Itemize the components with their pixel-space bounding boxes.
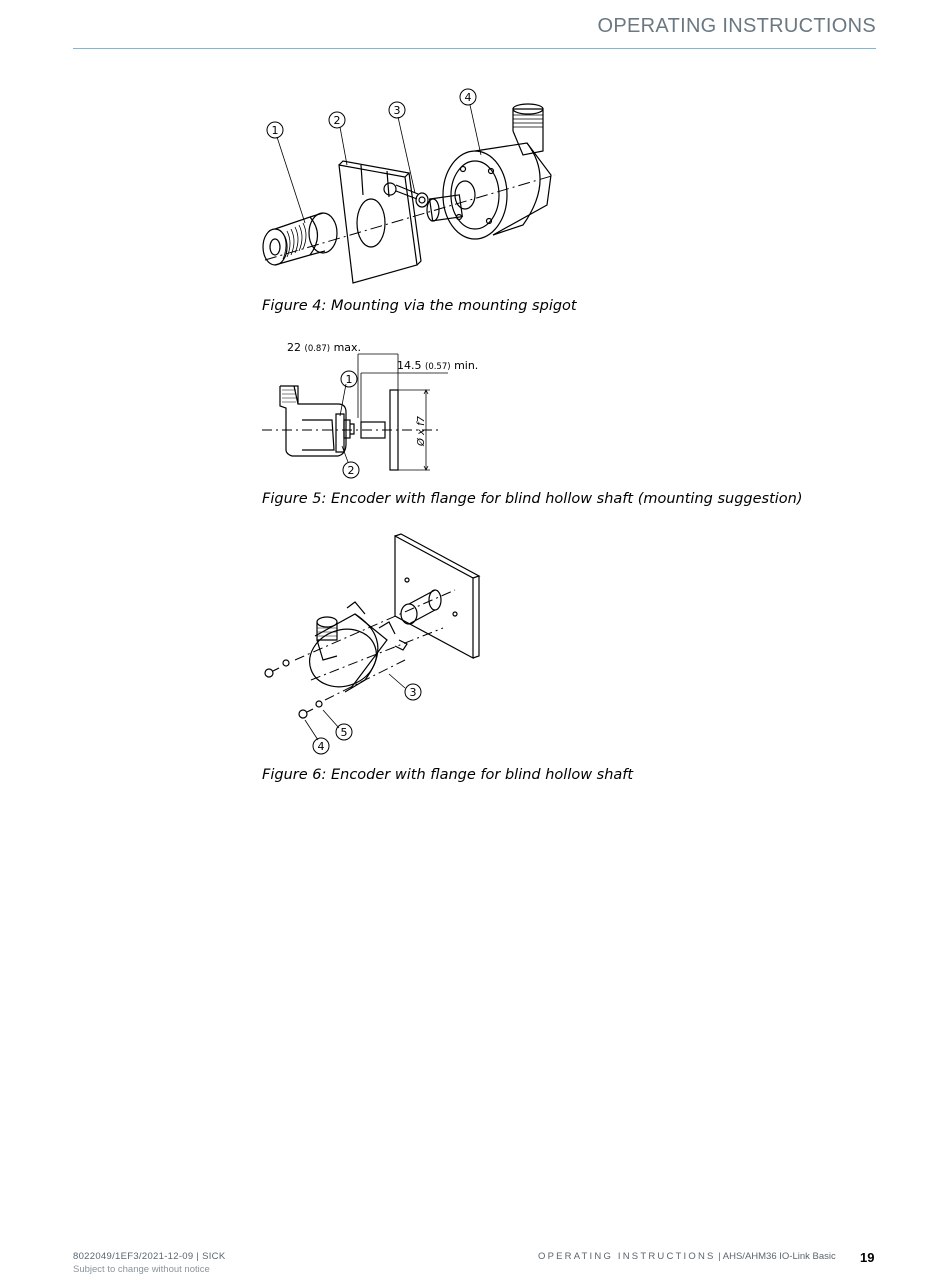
callout-3: 3 (409, 686, 417, 699)
figure-4-caption: Figure 4: Mounting via the mounting spigot (262, 298, 577, 314)
dimension-14-5-min: 14.5 (0.57) min. (397, 359, 479, 372)
figure-5-illustration (258, 338, 488, 488)
callout-1: 1 (271, 124, 279, 137)
footer-doc-type: OPERATING INSTRUCTIONS (538, 1251, 716, 1262)
callout-3: 3 (393, 104, 401, 117)
figure-4-illustration (255, 85, 565, 295)
footer-product: | AHS/AHM36 IO-Link Basic (715, 1251, 836, 1262)
footer-document-title (538, 1251, 836, 1262)
footer-document-id: 8022049/1EF3/2021-12-09 | SICK (73, 1251, 226, 1262)
callout-4: 4 (317, 740, 325, 753)
callout-2: 2 (347, 464, 355, 477)
header-divider (73, 48, 876, 49)
callout-5: 5 (340, 726, 348, 739)
figure-6-caption: Figure 6: Encoder with flange for blind hollow shaft (262, 767, 634, 783)
figure-6-illustration (255, 530, 485, 760)
figure-5-caption: Figure 5: Encoder with flange for blind hollow shaft (mounting suggestion) (262, 491, 803, 507)
page-header-title: OPERATING INSTRUCTIONS (597, 15, 876, 37)
callout-1: 1 (345, 373, 353, 386)
footer-notice: Subject to change without notice (73, 1264, 210, 1275)
callout-4: 4 (464, 91, 472, 104)
dimension-diameter: Ø x f7 (416, 415, 427, 446)
callout-2: 2 (333, 114, 341, 127)
page-number: 19 (860, 1250, 875, 1265)
dimension-22-max: 22 (0.87) max. (287, 341, 362, 354)
